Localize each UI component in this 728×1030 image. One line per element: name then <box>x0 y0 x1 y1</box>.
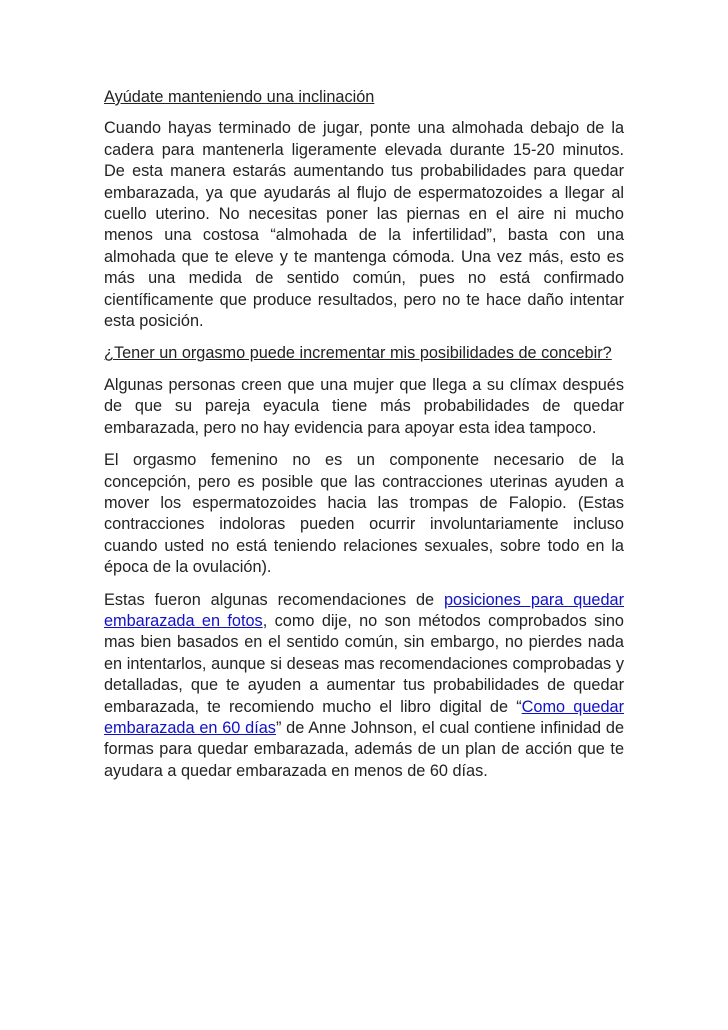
paragraph-climax: Algunas personas creen que una mujer que llega a su clímax después de que su pareja eyacula tiene más probabilidades de quedar embarazada, pero no hay evidencia para apoyar esta idea tampoco. <box>104 375 624 437</box>
paragraph-inclination: Cuando hayas terminado de jugar, ponte una almohada debajo de la cadera para mantenerla ligeramente elevada durante 15-20 minutos. De esta manera estarás aumentando tus probabilidades para quedar embarazada, ya que ayudarás al flujo de espermatozoides a llegar al cuello uterino. No necesitas poner las piernas en el aire ni mucho menos una costosa “almohada de la infertilidad”, basta con una almohada que te eleve y te mantenga cómoda. Una vez más, esto es más una medida de sentido común, pues no está confirmado científicamente que produce resultados, pero no te hace daño intentar esta posición. <box>104 119 624 331</box>
section-heading-orgasm: ¿Tener un orgasmo puede incrementar mis posibilidades de concebir? <box>104 344 612 363</box>
link-ebook-60-days[interactable]: Como quedar embarazada en 60 días <box>104 697 624 737</box>
link-positions-photos[interactable]: posiciones para quedar embarazada en fotos <box>104 590 624 630</box>
paragraph-female-orgasm: El orgasmo femenino no es un componente necesario de la concepción, pero es posible que las contracciones uterinas ayuden a mover los espermatozoides hacia las trompas de Falopio. (Estas contracciones indoloras pueden ocurrir involuntariamente incluso cuando usted no está teniendo relaciones sexuales, sobre todo en la época de la ovulación). <box>104 451 624 577</box>
paragraph-recommendations <box>104 590 624 783</box>
recommendations-text-middle: , como dije, no son métodos comprobados sino mas bien basados en el sentido común, sin embargo, no pierdes nada en intentarlos, aunque si deseas mas recomendaciones comprobadas y detalladas, que te ayuden a aumentar tus probabilidades de quedar embarazada, te recomiendo mucho el libro digital de “ <box>104 611 624 716</box>
recommendations-text-start: Estas fueron algunas recomendaciones de <box>104 590 444 609</box>
section-heading-inclination: Ayúdate manteniendo una inclinación <box>104 88 375 106</box>
document-page <box>104 80 624 793</box>
recommendations-text-end: ” de Anne Johnson, el cual contiene infinidad de formas para quedar embarazada, además de un plan de acción que te ayudara a quedar embarazada en menos de 60 días. <box>104 718 624 780</box>
